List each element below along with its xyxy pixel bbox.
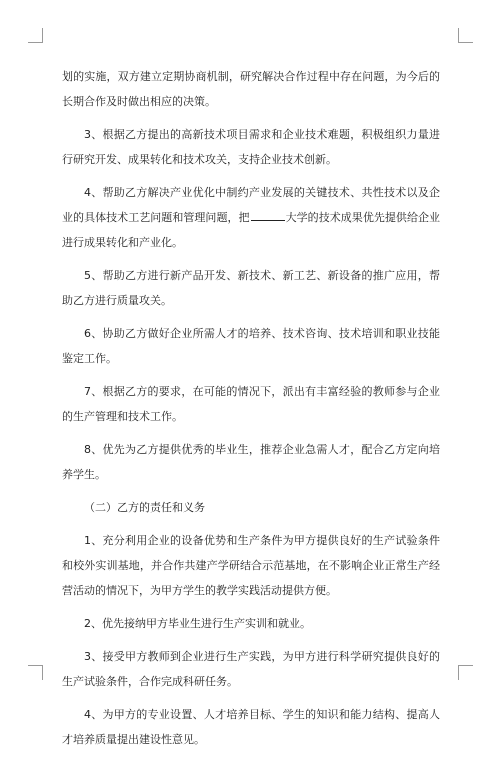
paragraph-party-b-item-3: 3、接受甲方教师到企业进行生产实践，为甲方进行科学研究提供良好的生产试验条件，合作完成科研任务。 bbox=[62, 650, 440, 688]
paragraph-item-3: 3、根据乙方提出的高新技术项目需求和企业技术难题，积极组织力量进行研究开发、成果转化和技术攻关，支持企业技术创新。 bbox=[62, 128, 440, 166]
paragraph-party-b-item-1: 1、充分利用企业的设备优势和生产条件为甲方提供良好的生产试验条件和校外实训基地，并合作共建产学研结合示范基地，在不影响企业正常生产经营活动的情况下，为甲方学生的教学实践活动提供方便。 bbox=[62, 534, 440, 597]
paragraph-item-6: 6、协助乙方做好企业所需人才的培养、技术咨询、技术培训和职业技能鉴定工作。 bbox=[62, 327, 440, 365]
fill-in-blank bbox=[251, 209, 285, 221]
crop-mark-bottom-right bbox=[458, 665, 473, 680]
paragraph-item-4-part-1: 4、帮助乙方解决产业优化中制约产业发展的关键技术、共性技术以及企业的具体技术工艺问题和管理问题，把 bbox=[62, 186, 440, 224]
crop-mark-top-right bbox=[458, 28, 473, 43]
section-heading: （二）乙方的责任和义务 bbox=[84, 501, 205, 514]
paragraph-item-5: 5、帮助乙方进行新产品开发、新技术、新工艺、新设备的推广应用，帮助乙方进行质量攻关。 bbox=[62, 269, 440, 307]
paragraph-party-b-item-2: 2、优先接纳甲方毕业生进行生产实训和就业。 bbox=[84, 617, 311, 630]
paragraph-item-8: 8、优先为乙方提供优秀的毕业生，推荐企业急需人才，配合乙方定向培养学生。 bbox=[62, 443, 440, 481]
document-body bbox=[62, 64, 440, 760]
paragraph-continuation: 划的实施，双方建立定期协商机制，研究解决合作过程中存在问题，为今后的长期合作及时做出相应的决策。 bbox=[62, 70, 440, 108]
paragraph-item-4 bbox=[62, 180, 440, 255]
crop-mark-top-left bbox=[28, 28, 43, 43]
crop-mark-bottom-left bbox=[28, 665, 43, 680]
paragraph-item-4-part-2: 大学的技术成果优先提供给企业进行成果转化和产业化。 bbox=[62, 211, 441, 249]
paragraph-party-b-item-4: 4、为甲方的专业设置、人才培养目标、学生的知识和能力结构、提高人才培养质量提出建设性意见。 bbox=[62, 708, 440, 746]
paragraph-item-7: 7、根据乙方的要求，在可能的情况下，派出有丰富经验的教师参与企业的生产管理和技术工作。 bbox=[62, 385, 440, 423]
